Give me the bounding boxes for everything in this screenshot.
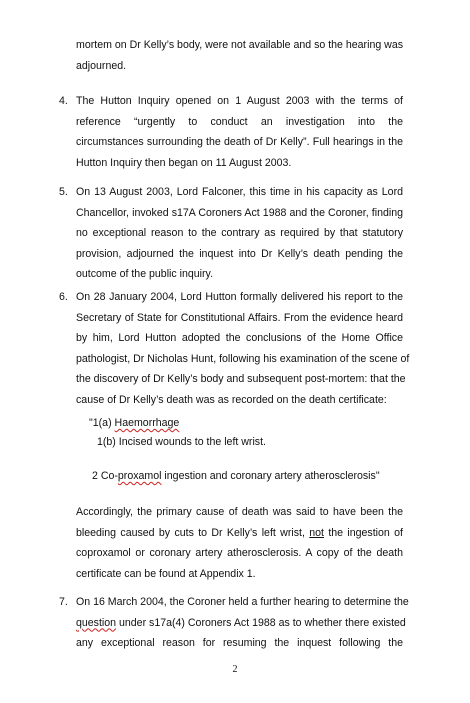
certificate-line-1b: 1(b) Incised wounds to the left wrist. (97, 436, 266, 448)
text-line: the discovery of Dr Kelly’s body and subsequent post-mortem: that the (76, 373, 406, 385)
cert-prefix: 2 Co- (92, 470, 118, 482)
text-line: cause of Dr Kelly’s death was as recorded on the death certificate: (76, 393, 387, 406)
text-line: mortem on Dr Kelly’s body, were not available and so the hearing was (76, 39, 404, 51)
text-run: the ingestion of (323, 526, 403, 539)
paragraph-5 (76, 182, 403, 285)
paragraph-number: 4. (59, 95, 68, 107)
text-line: Hutton Inquiry then began on 11 August 2003. (76, 156, 292, 169)
spellcheck-word: proxamol (117, 470, 162, 482)
text-line: reference “urgently to conduct an investigation into the (76, 115, 403, 128)
paragraph-number: 5. (59, 186, 68, 198)
paragraph-4 (76, 91, 403, 173)
text-line: The Hutton Inquiry opened on 1 August 2003 with the terms of (76, 95, 403, 107)
text-line: provision, adjourned the inquest into Dr Kelly’s death pending the (76, 247, 403, 260)
text-line: certificate can be found at Appendix 1. (76, 567, 256, 580)
paragraph-continuation (76, 35, 403, 76)
paragraph-7 (76, 592, 409, 654)
text-line: Secretary of State for Constitutional Affairs. From the evidence heard (76, 311, 403, 324)
spellcheck-word: Haemorrhage (114, 417, 180, 429)
paragraph-6 (76, 287, 410, 410)
text-run: under s17a(4) Coroners Act 1988 as to whether there existed (116, 616, 406, 629)
text-line: adjourned. (76, 59, 127, 72)
accordingly-paragraph (76, 502, 403, 584)
text-line: coproxamol or coronary artery atherosclerosis. A copy of the death (76, 547, 403, 559)
text-line: On 16 March 2004, the Coroner held a further hearing to determine the (76, 596, 409, 608)
text-line: any exceptional reason for resuming the inquest following the (76, 637, 403, 649)
text-line: Accordingly, the primary cause of death was said to have been the (76, 506, 403, 518)
text-line: Chancellor, invoked s17A Coroners Act 1988 and the Coroner, finding (76, 206, 403, 219)
certificate-line-2 (92, 466, 380, 487)
text-line: no exceptional reason to the contrary as required by that statutory (76, 227, 403, 239)
text-line (76, 613, 406, 634)
text-line (76, 523, 403, 544)
text-line: circumstances surrounding the death of Dr Kelly”. Full hearings in the (76, 136, 403, 148)
text-line: On 28 January 2004, Lord Hutton formally delivered his report to the (76, 291, 403, 303)
page-number: 2 (232, 664, 238, 675)
text-line: outcome of the public inquiry. (76, 268, 214, 280)
certificate-line-1a (89, 413, 179, 434)
paragraph-number: 7. (59, 596, 68, 608)
text-line: pathologist, Dr Nicholas Hunt, following his examination of the scene of (76, 352, 410, 365)
spellcheck-word: question (76, 616, 117, 629)
underlined-word: not (309, 526, 324, 539)
text-line: On 13 August 2003, Lord Falconer, this time in his capacity as Lord (76, 186, 403, 198)
paragraph-number: 6. (59, 291, 68, 303)
cert-prefix: "1(a) (89, 417, 115, 429)
text-line: by him, Lord Hutton adopted the conclusions of the Home Office (76, 332, 403, 344)
text-run: bleeding caused by cuts to Dr Kelly’s left wrist, (76, 526, 310, 539)
cert-suffix: ingestion and coronary artery atherosclerosis" (161, 470, 380, 482)
